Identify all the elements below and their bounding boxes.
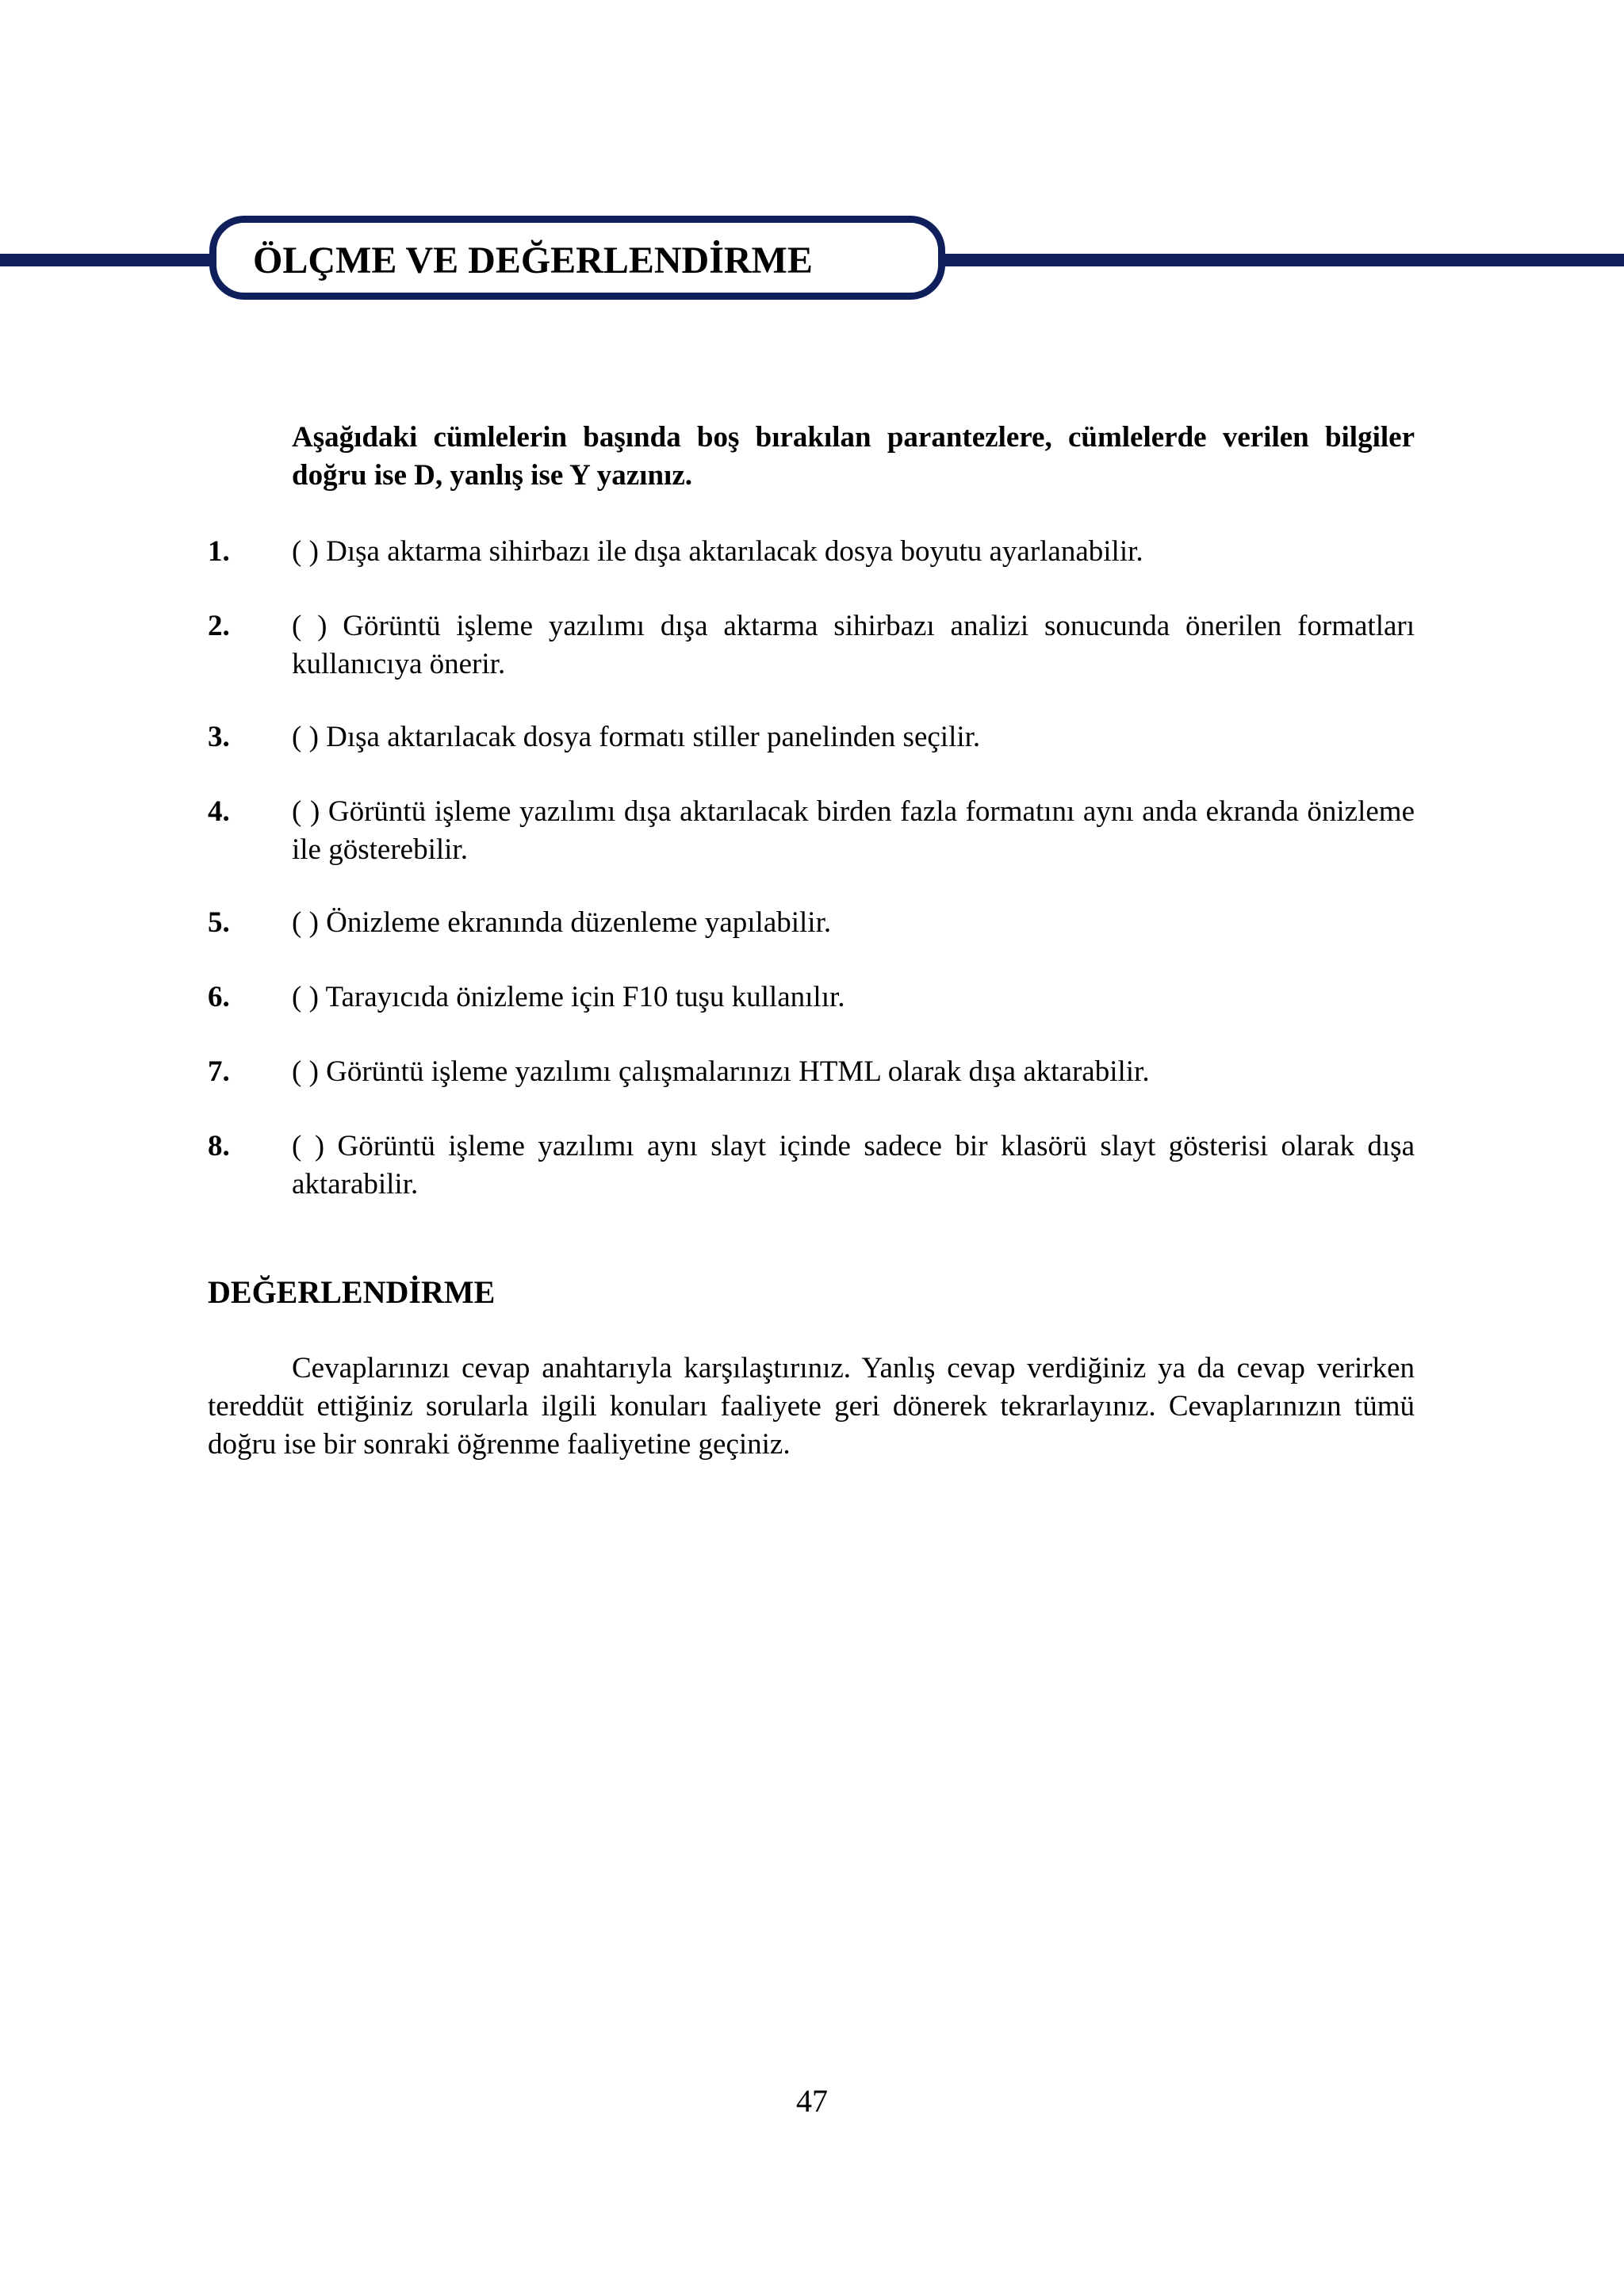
page-number: 47 — [796, 2083, 828, 2119]
question-text: ( ) Görüntü işleme yazılımı çalışmalarınızı HTML olarak dışa aktarabilir. — [292, 1055, 1150, 1088]
question-number: 3. — [208, 721, 230, 753]
question-text: ( ) Dışa aktarılacak dosya formatı stiller panelinden seçilir. — [292, 721, 981, 753]
question-number: 7. — [208, 1055, 230, 1088]
question-text: ( ) Dışa aktarma sihirbazı ile dışa aktarılacak dosya boyutu ayarlanabilir. — [292, 535, 1143, 568]
question-text: ( ) Tarayıcıda önizleme için F10 tuşu kullanılır. — [292, 981, 845, 1013]
question-number: 4. — [208, 795, 230, 828]
question-text: ( ) Görüntü işleme yazılımı dışa aktarma sihirbazı analizi sonucunda önerilen formatları kullanıcıya önerir. — [292, 610, 1415, 680]
evaluation-title: DEĞERLENDİRME — [208, 1274, 496, 1310]
evaluation-text: Cevaplarınızı cevap anahtarıyla karşılaştırınız. Yanlış cevap verdiğiniz ya da cevap verirken tereddüt ettiğiniz sorularla ilgili konuları faaliyete geri dönerek tekrarlayınız. Cevaplarınızın tümü doğru ise bir sonraki öğrenme faaliyetine geçiniz. — [208, 1352, 1415, 1461]
section-header-box — [209, 216, 945, 300]
question-number: 2. — [208, 610, 230, 642]
question-number: 8. — [208, 1130, 230, 1162]
question-text: ( ) Önizleme ekranında düzenleme yapılabilir. — [292, 906, 832, 939]
question-number: 6. — [208, 981, 230, 1013]
question-text: ( ) Görüntü işleme yazılımı dışa aktarılacak birden fazla formatını aynı anda ekranda önizleme ile gösterebilir. — [292, 795, 1415, 866]
section-header-title: ÖLÇME VE DEĞERLENDİRME — [253, 239, 813, 281]
instruction-text: Aşağıdaki cümlelerin başında boş bırakılan parantezlere, cümlelerde verilen bilgiler doğru ise D, yanlış ise Y yazınız. — [292, 421, 1415, 492]
question-number: 5. — [208, 906, 230, 939]
question-number: 1. — [208, 535, 230, 568]
question-text: ( ) Görüntü işleme yazılımı aynı slayt içinde sadece bir klasörü slayt gösterisi olarak dışa aktarabilir. — [292, 1130, 1415, 1201]
